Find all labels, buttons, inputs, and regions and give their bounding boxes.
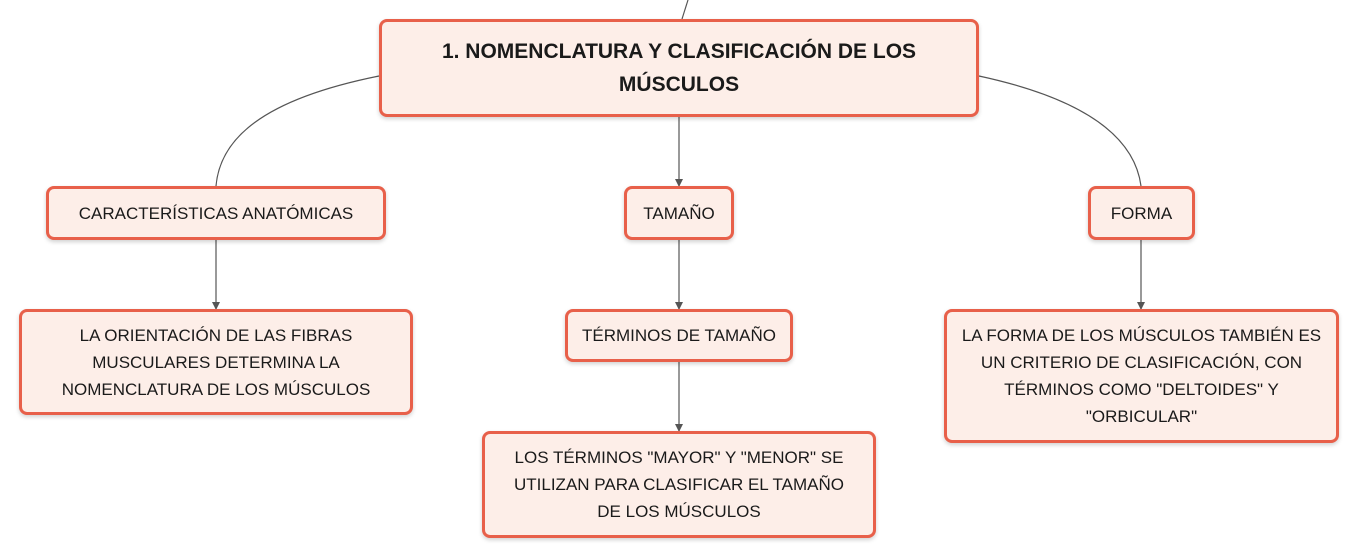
connector-root-caracteristicas: [216, 76, 379, 186]
subtopic-orientacion-fibras[interactable]: [19, 309, 413, 415]
topic-label: CARACTERÍSTICAS ANATÓMICAS: [78, 203, 354, 223]
connector-root-forma: [979, 76, 1141, 186]
subtopic-label: LA ORIENTACIÓN DE LAS FIBRAS MUSCULARES DETERMINA LA NOMENCLATURA DE LOS MÚSCULOS: [61, 325, 371, 399]
subtopic-terminos-de-tamano[interactable]: [565, 309, 793, 362]
root-topic-label: 1. NOMENCLATURA Y CLASIFICACIÓN DE LOS MÚSCULOS: [441, 40, 917, 96]
root-topic-node[interactable]: [379, 19, 979, 117]
subtopic-mayor-menor[interactable]: [482, 431, 876, 538]
topic-label: TAMAÑO: [643, 203, 715, 223]
subtopic-forma-criterio[interactable]: [944, 309, 1339, 443]
topic-tamano[interactable]: [624, 186, 734, 240]
topic-forma[interactable]: [1088, 186, 1195, 240]
subtopic-label: LOS TÉRMINOS "MAYOR" Y "MENOR" SE UTILIZAN PARA CLASIFICAR EL TAMAÑO DE LOS MÚSCULOS: [514, 448, 844, 521]
incoming-connector: [682, 0, 688, 19]
subtopic-label: LA FORMA DE LOS MÚSCULOS TAMBIÉN ES UN CRITERIO DE CLASIFICACIÓN, CON TÉRMINOS COMO "DELTOIDES" Y "ORBICULAR": [961, 326, 1322, 426]
subtopic-label: TÉRMINOS DE TAMAÑO: [582, 326, 776, 345]
topic-caracteristicas-anatomicas[interactable]: [46, 186, 386, 240]
topic-label: FORMA: [1110, 203, 1173, 223]
